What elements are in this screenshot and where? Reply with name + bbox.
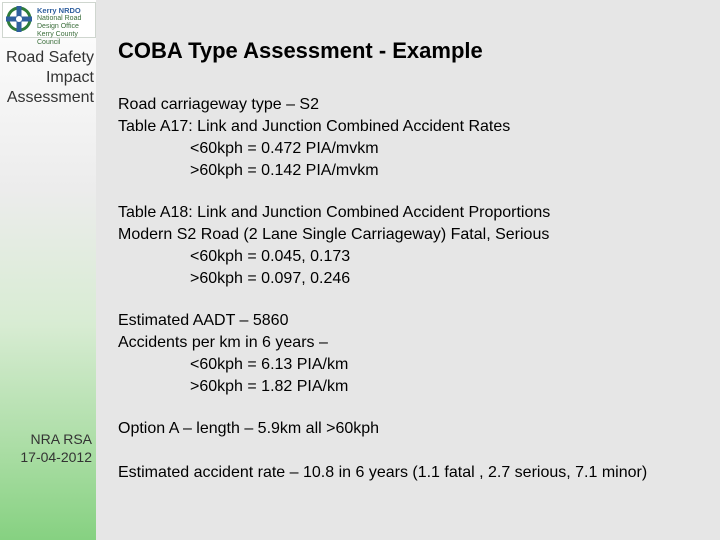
- text-line-accidents-below-60: <60kph = 6.13 PIA/km: [190, 356, 349, 373]
- sidebar-title: [0, 48, 96, 108]
- text-line-option-a: Option A – length – 5.9km all >60kph: [118, 420, 380, 437]
- celtic-cross-icon: [5, 5, 33, 33]
- text-line-accidents-per-km: Accidents per km in 6 years –: [118, 334, 328, 351]
- text-line-table-a17: Table A17: Link and Junction Combined Accident Rates: [118, 118, 511, 135]
- text-line-a17-below-60: <60kph = 0.472 PIA/mvkm: [190, 140, 379, 157]
- logo-subtitle: National Road Design Office: [37, 15, 82, 30]
- text-line-aadt: Estimated AADT – 5860: [118, 312, 289, 329]
- logo-text: [37, 7, 95, 47]
- text-line-carriageway-type: Road carriageway type – S2: [118, 96, 319, 113]
- text-line-modern-s2: Modern S2 Road (2 Lane Single Carriageway) Fatal, Serious: [118, 226, 550, 243]
- text-line-a17-above-60: >60kph = 0.142 PIA/mvkm: [190, 162, 379, 179]
- text-line-a18-above-60: >60kph = 0.097, 0.246: [190, 270, 351, 287]
- footer-date: 17-04-2012: [20, 449, 92, 465]
- footer-org: NRA RSA: [30, 431, 92, 447]
- text-line-accidents-above-60: >60kph = 1.82 PIA/km: [190, 378, 349, 395]
- sidebar-footer: [0, 430, 96, 466]
- logo-subtitle-2: Kerry County Council: [37, 31, 78, 46]
- text-line-table-a18: Table A18: Link and Junction Combined Accident Proportions: [118, 204, 551, 221]
- sidebar-title-line: Impact: [45, 69, 94, 86]
- sidebar-title-line: Road Safety: [5, 49, 94, 66]
- slide-title: COBA Type Assessment - Example: [118, 38, 483, 63]
- logo-title: Kerry NRDO: [37, 6, 81, 15]
- kerry-nrdo-logo: [2, 2, 96, 46]
- text-line-estimated-rate: Estimated accident rate – 10.8 in 6 years (1.1 fatal , 2.7 serious, 7.1 minor): [118, 464, 648, 481]
- text-line-a18-below-60: <60kph = 0.045, 0.173: [190, 248, 351, 265]
- sidebar-title-line: Assessment: [6, 89, 94, 106]
- sidebar: [0, 0, 96, 540]
